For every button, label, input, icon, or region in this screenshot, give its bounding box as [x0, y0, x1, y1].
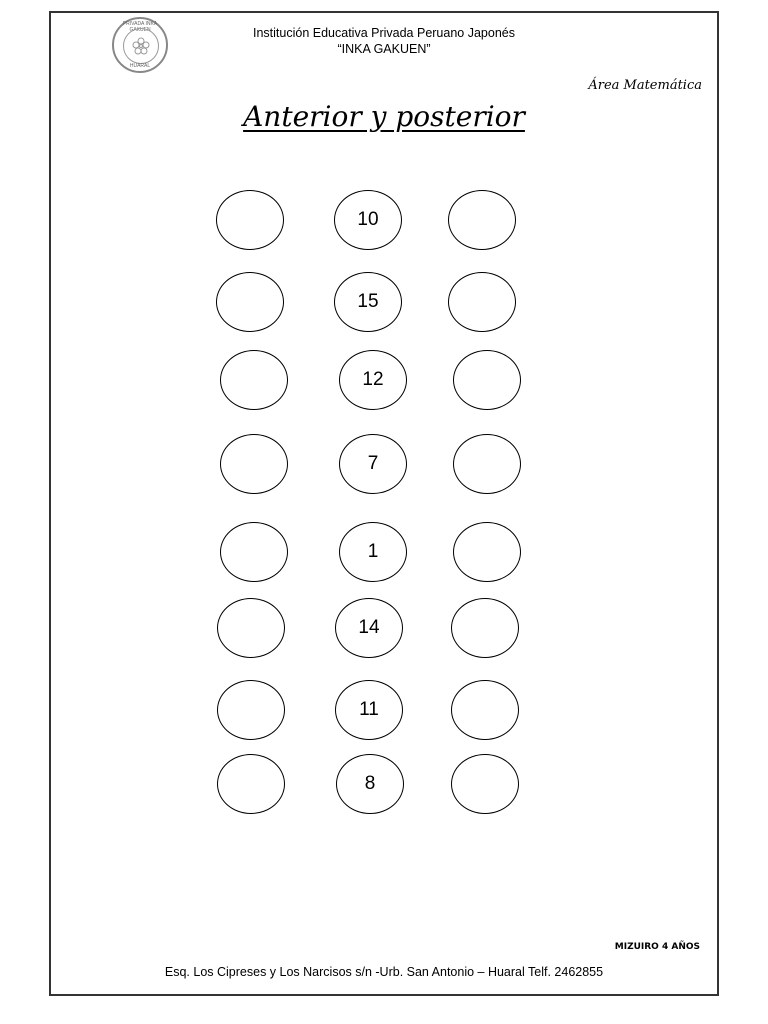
- answer-circle-after[interactable]: [453, 522, 521, 582]
- number-circle: 1: [339, 522, 407, 582]
- answer-circle-after[interactable]: [448, 190, 516, 250]
- class-label: MIZUIRO 4 AÑOS: [614, 942, 700, 952]
- number-circle: 14: [335, 598, 403, 658]
- institution-name: Institución Educativa Privada Peruano Japonés: [253, 26, 515, 40]
- number-circle: 10: [334, 190, 402, 250]
- number-circle: 8: [336, 754, 404, 814]
- answer-circle-before[interactable]: [217, 598, 285, 658]
- answer-circle-after[interactable]: [451, 598, 519, 658]
- worksheet-title: Anterior y posterior: [243, 100, 525, 133]
- answer-circle-before[interactable]: [220, 350, 288, 410]
- number-circle: 15: [334, 272, 402, 332]
- school-name: “INKA GAKUEN”: [337, 42, 431, 56]
- number-circle: 11: [335, 680, 403, 740]
- school-address: Esq. Los Cipreses y Los Narcisos s/n -Urb. San Antonio – Huaral Telf. 2462855: [164, 965, 604, 979]
- subject-area: Área Matemática: [588, 78, 702, 93]
- answer-circle-after[interactable]: [451, 754, 519, 814]
- logo-text-bottom: HUARAL: [129, 63, 151, 69]
- number-circle: 12: [339, 350, 407, 410]
- logo-text-top: PRIVADA INKA GAKUEN: [122, 21, 158, 33]
- number-circle: 7: [339, 434, 407, 494]
- answer-circle-after[interactable]: [448, 272, 516, 332]
- answer-circle-after[interactable]: [453, 350, 521, 410]
- answer-circle-after[interactable]: [451, 680, 519, 740]
- answer-circle-before[interactable]: [217, 754, 285, 814]
- answer-circle-before[interactable]: [217, 680, 285, 740]
- page-border: [49, 11, 719, 996]
- answer-circle-before[interactable]: [220, 522, 288, 582]
- answer-circle-before[interactable]: [220, 434, 288, 494]
- answer-circle-before[interactable]: [216, 272, 284, 332]
- answer-circle-before[interactable]: [216, 190, 284, 250]
- answer-circle-after[interactable]: [453, 434, 521, 494]
